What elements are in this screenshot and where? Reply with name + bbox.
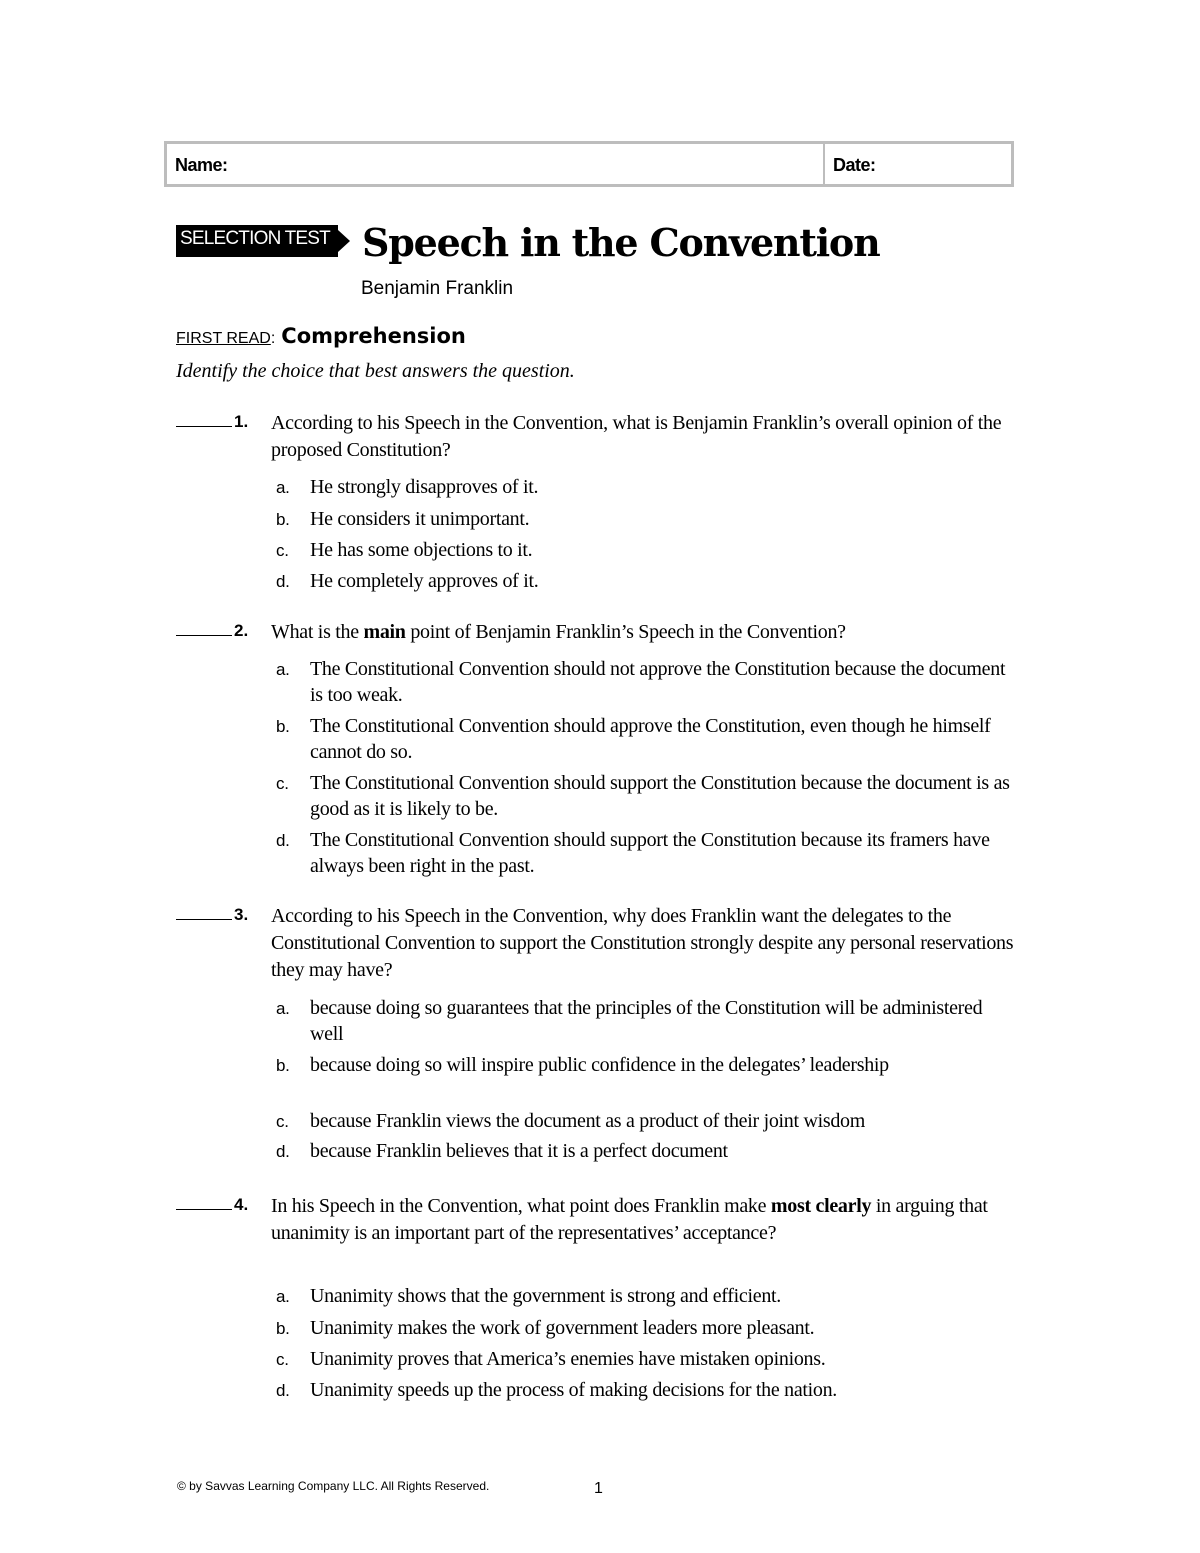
- option-letter: c.: [276, 1350, 289, 1369]
- option-text: The Constitutional Convention should approve the Constitution, even though he himself cannot do so.: [310, 715, 991, 763]
- option-letter: c.: [276, 1112, 289, 1131]
- question-4-text: [271, 1193, 1019, 1247]
- name-date-divider: [823, 144, 825, 184]
- option-letter: b.: [276, 1319, 290, 1338]
- option-letter: d.: [276, 1381, 290, 1400]
- option-letter: c.: [276, 774, 289, 793]
- option-text: He has some objections to it.: [310, 539, 533, 561]
- section-title: Comprehension: [281, 324, 466, 348]
- option-text: because doing so guarantees that the principles of the Constitution will be administered well: [310, 997, 983, 1045]
- option-letter: b.: [276, 717, 290, 736]
- option-text: He completely approves of it.: [310, 570, 539, 592]
- section-colon: :: [270, 330, 276, 347]
- question-number-text: 4.: [234, 1195, 249, 1214]
- question-3-option-a: [271, 995, 1019, 1047]
- option-letter: d.: [276, 831, 290, 850]
- question-3-option-c: [271, 1108, 1019, 1134]
- question-2-option-c: [271, 770, 1019, 822]
- selection-test-tag: [176, 225, 344, 257]
- question-text-part: What is the: [271, 621, 364, 643]
- question-4-number: [176, 1195, 248, 1215]
- tag-arrow-icon: [338, 230, 350, 252]
- tag-label: SELECTION TEST: [180, 228, 330, 249]
- question-text-part: point of Benjamin Franklin’s Speech in the Convention?: [405, 621, 846, 643]
- question-2-option-b: [271, 713, 1019, 765]
- option-letter: c.: [276, 541, 289, 560]
- option-letter: a.: [276, 1287, 290, 1306]
- question-1-option-c: [271, 537, 1019, 563]
- section-prefix: FIRST READ: [176, 330, 271, 347]
- question-3-number: [176, 905, 248, 925]
- option-text: because doing so will inspire public confidence in the delegates’ leadership: [310, 1054, 889, 1076]
- question-2-option-d: [271, 827, 1019, 879]
- question-emphasis: main: [363, 621, 406, 643]
- question-2-text: [271, 619, 1019, 646]
- option-text: because Franklin believes that it is a perfect document: [310, 1140, 728, 1162]
- option-text: Unanimity shows that the government is strong and efficient.: [310, 1285, 781, 1307]
- question-1-text: According to his Speech in the Convention, what is Benjamin Franklin’s overall opinion of the proposed Constitution?: [271, 412, 1002, 461]
- option-letter: b.: [276, 1056, 290, 1075]
- question-text-part: in arguing that unanimity is an important part of the representatives’ acceptance?: [271, 1195, 988, 1244]
- answer-blank[interactable]: [176, 412, 232, 427]
- question-number-text: 2.: [234, 621, 249, 640]
- option-text: The Constitutional Convention should support the Constitution because the document is as good as it is likely to be.: [310, 772, 1010, 820]
- question-number-text: 1.: [234, 412, 249, 431]
- question-1-option-b: [271, 506, 1019, 532]
- option-letter: d.: [276, 572, 290, 591]
- option-letter: a.: [276, 660, 290, 679]
- instructions: Identify the choice that best answers the question.: [176, 360, 575, 382]
- question-2-option-a: [271, 656, 1019, 708]
- option-text: He strongly disapproves of it.: [310, 476, 539, 498]
- option-text: The Constitutional Convention should support the Constitution because its framers have always been right in the past.: [310, 829, 990, 877]
- option-text: Unanimity speeds up the process of making decisions for the nation.: [310, 1379, 838, 1401]
- copyright-footer: © by Savvas Learning Company LLC. All Rights Reserved.: [177, 1479, 490, 1493]
- page-title: Speech in the Convention: [362, 220, 880, 265]
- section-heading: [176, 324, 466, 348]
- question-4-option-b: [271, 1315, 1019, 1341]
- option-text: Unanimity makes the work of government leaders more pleasant.: [310, 1317, 815, 1339]
- answer-blank[interactable]: [176, 905, 232, 920]
- date-label: Date:: [833, 155, 876, 175]
- page-number: 1: [594, 1480, 603, 1497]
- name-date-box: [164, 141, 1014, 187]
- answer-blank[interactable]: [176, 1195, 232, 1210]
- question-1-option-d: [271, 568, 1019, 594]
- option-letter: d.: [276, 1142, 290, 1161]
- option-letter: b.: [276, 510, 290, 529]
- question-emphasis: most clearly: [770, 1195, 872, 1217]
- option-text: He considers it unimportant.: [310, 508, 530, 530]
- question-text-part: In his Speech in the Convention, what point does Franklin make: [271, 1195, 771, 1217]
- question-3-option-b: [271, 1052, 1019, 1078]
- question-2-number: [176, 621, 248, 641]
- option-letter: a.: [276, 478, 290, 497]
- author: Benjamin Franklin: [361, 278, 514, 299]
- question-4-option-d: [271, 1377, 1019, 1403]
- question-4-option-c: [271, 1346, 1019, 1372]
- question-4-option-a: [271, 1283, 1019, 1309]
- option-text: because Franklin views the document as a product of their joint wisdom: [310, 1110, 865, 1132]
- name-label: Name:: [175, 155, 228, 175]
- question-3-option-d: [271, 1138, 1019, 1164]
- question-1-option-a: [271, 474, 1019, 500]
- question-3-text: According to his Speech in the Convention, why does Franklin want the delegates to the Constitutional Convention to support the Constitution strongly despite any personal reservations they may have?: [271, 905, 1014, 981]
- option-text: Unanimity proves that America’s enemies have mistaken opinions.: [310, 1348, 826, 1370]
- question-1-number: [176, 412, 248, 432]
- option-text: The Constitutional Convention should not approve the Constitution because the document is too weak.: [310, 658, 1006, 706]
- option-letter: a.: [276, 999, 290, 1018]
- answer-blank[interactable]: [176, 621, 232, 636]
- question-number-text: 3.: [234, 905, 249, 924]
